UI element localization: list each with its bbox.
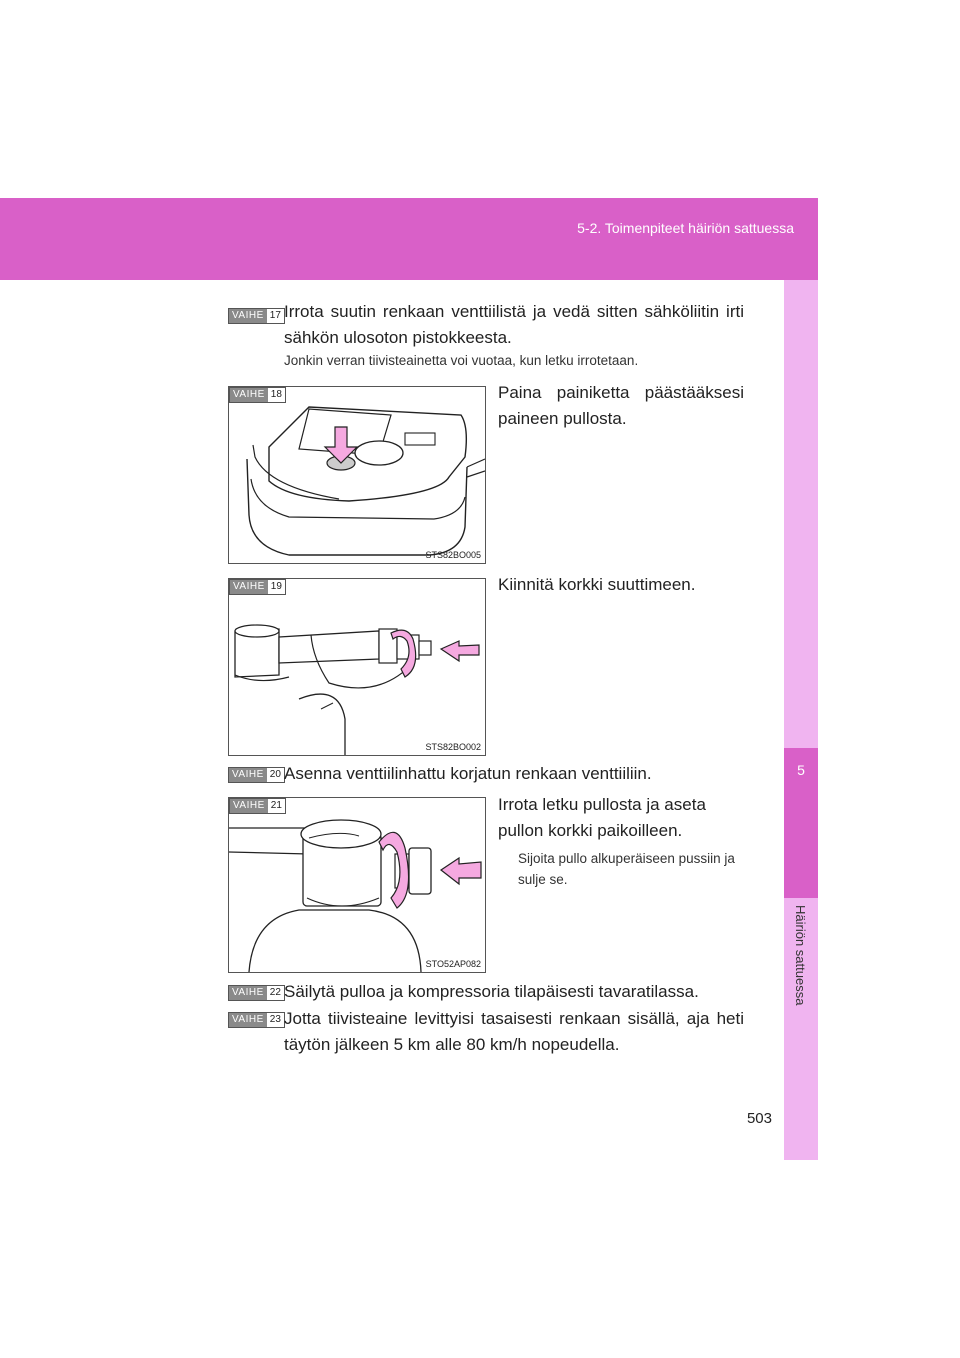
step-18-text: Paina painiketta päästääksesi paineen pullosta.	[498, 383, 744, 428]
step-badge-23: VAIHE 23	[228, 1012, 285, 1028]
chapter-number: 5	[797, 762, 805, 778]
nozzle-cap-illustration	[229, 579, 485, 755]
step-badge-17	[228, 308, 285, 324]
step-number: 17	[267, 309, 284, 323]
header-band	[0, 198, 818, 280]
step-19-text: Kiinnitä korkki suuttimeen.	[498, 575, 696, 594]
step-label: VAIHE	[229, 309, 267, 323]
step-23-text: Jotta tiivisteaine levittyisi tasaisesti renkaan sisällä, aja heti täytön jälkeen 5 km alle 80 km/h nopeudella.	[284, 1009, 744, 1054]
step-badge-19: VAIHE 19	[229, 579, 286, 595]
page-number: 503	[746, 1110, 772, 1127]
bottle-cap-illustration	[229, 798, 485, 972]
step-21-note: Sijoita pullo alkuperäiseen pussiin ja sulje se.	[518, 851, 735, 887]
step-17-note: Jonkin verran tiivisteainetta voi vuotaa, kun letku irrotetaan.	[284, 353, 639, 368]
figure-code: STO52AP082	[425, 959, 481, 969]
compressor-bottle-illustration	[229, 387, 485, 563]
step-17-text: Irrota suutin renkaan venttiilistä ja vedä sitten sähköliitin irti sähkön ulosoton pistokkeesta.	[284, 302, 744, 347]
step-21-text: Irrota letku pullosta ja aseta pullon korkki paikoilleen.	[498, 795, 706, 840]
step-badge-21: VAIHE 21	[229, 798, 286, 814]
figure-button-press	[228, 386, 486, 564]
chapter-title-vertical: Häiriön sattuessa	[793, 905, 808, 1006]
section-title: 5-2. Toimenpiteet häiriön sattuessa	[577, 220, 794, 236]
figure-code: STS82BO005	[425, 550, 481, 560]
figure-cap-nozzle	[228, 578, 486, 756]
figure-bottle-cap	[228, 797, 486, 973]
step-badge-18: VAIHE 18	[229, 387, 286, 403]
figure-code: STS82BO002	[425, 742, 481, 752]
step-badge-22: VAIHE 22	[228, 985, 285, 1001]
step-20-text: Asenna venttiilinhattu korjatun renkaan venttiiliin.	[284, 764, 652, 783]
step-badge-20: VAIHE 20	[228, 767, 285, 783]
step-22-text: Säilytä pulloa ja kompressoria tilapäisesti tavaratilassa.	[284, 982, 699, 1001]
